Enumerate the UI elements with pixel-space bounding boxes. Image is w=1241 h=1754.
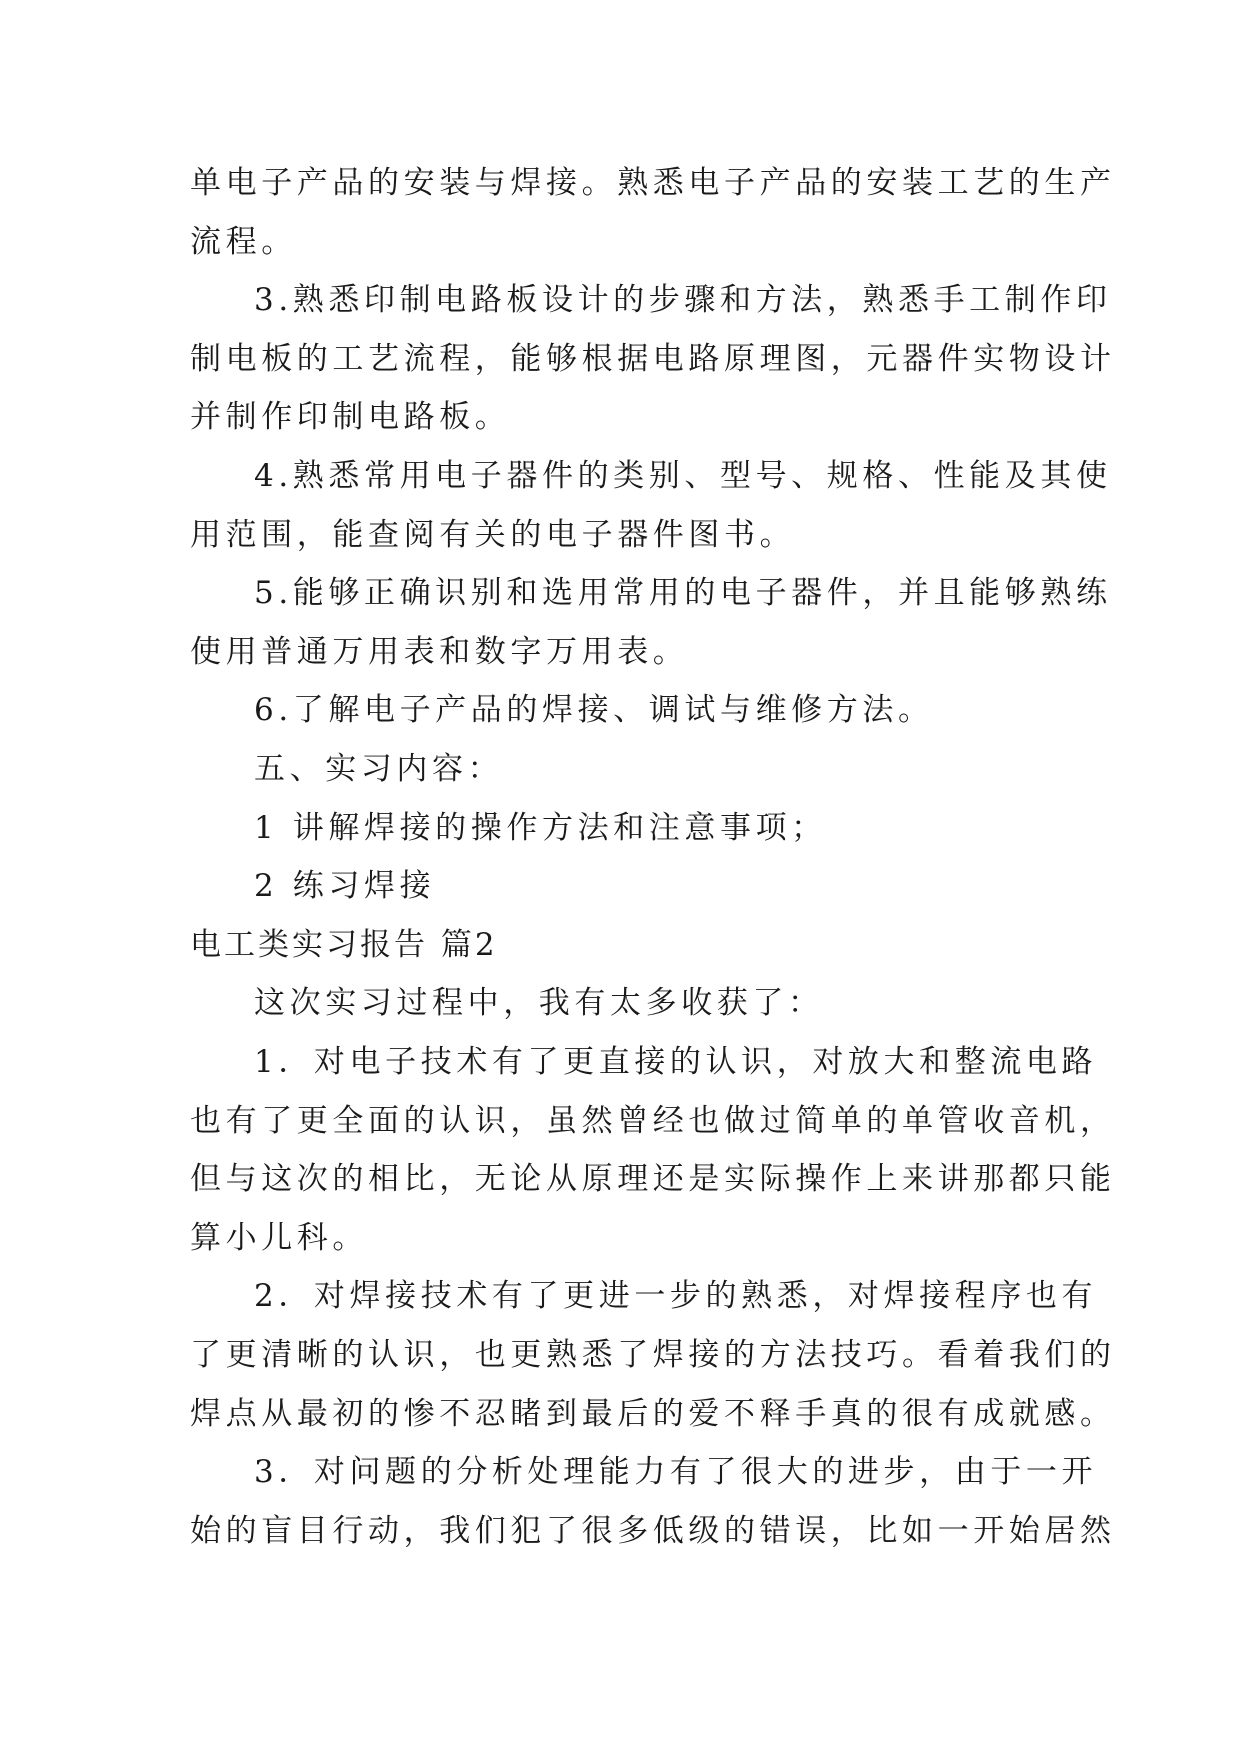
body-text-line: 算小儿科。: [190, 1220, 368, 1256]
body-text-line: 并制作印制电路板。: [190, 399, 511, 435]
body-text-line: 了更清晰的认识，也更熟悉了焊接的方法技巧。看着我们的: [190, 1337, 1116, 1373]
report-title: 电工类实习报告 篇2: [190, 927, 498, 963]
content-item-1: 1 讲解焊接的操作方法和注意事项；: [254, 810, 827, 846]
gain-item-1: 1．对电子技术有了更直接的认识，对放大和整流电路: [254, 1044, 1098, 1080]
body-text-line: 也有了更全面的认识，虽然曾经也做过简单的单管收音机，: [190, 1103, 1116, 1139]
body-text-line: 制电板的工艺流程，能够根据电路原理图，元器件实物设计: [190, 341, 1116, 377]
list-item-6: 6.了解电子产品的焊接、调试与维修方法。: [254, 692, 934, 728]
body-text-line: 始的盲目行动，我们犯了很多低级的错误，比如一开始居然: [190, 1513, 1116, 1549]
body-text-line: 使用普通万用表和数字万用表。: [190, 634, 689, 670]
list-item-3: 3.熟悉印制电路板设计的步骤和方法，熟悉手工制作印: [254, 282, 1112, 318]
content-item-2: 2 练习焊接: [254, 868, 436, 904]
body-text-line: 但与这次的相比，无论从原理还是实际操作上来讲那都只能: [190, 1161, 1116, 1197]
list-item-4: 4.熟悉常用电子器件的类别、型号、规格、性能及其使: [254, 458, 1112, 494]
gain-item-3: 3．对问题的分析处理能力有了很大的进步，由于一开: [254, 1454, 1098, 1490]
list-item-5: 5.能够正确识别和选用常用的电子器件，并且能够熟练: [254, 575, 1112, 611]
gain-item-2: 2．对焊接技术有了更进一步的熟悉，对焊接程序也有: [254, 1278, 1098, 1314]
body-text-line: 焊点从最初的惨不忍睹到最后的爱不释手真的很有成就感。: [190, 1396, 1116, 1432]
body-text-line: 用范围，能查阅有关的电子器件图书。: [190, 517, 796, 553]
body-text-line: 单电子产品的安装与焊接。熟悉电子产品的安装工艺的生产: [190, 165, 1116, 201]
section-heading: 五、实习内容：: [254, 751, 504, 787]
body-text-line: 这次实习过程中，我有太多收获了：: [254, 985, 824, 1021]
body-text-line: 流程。: [190, 224, 297, 260]
